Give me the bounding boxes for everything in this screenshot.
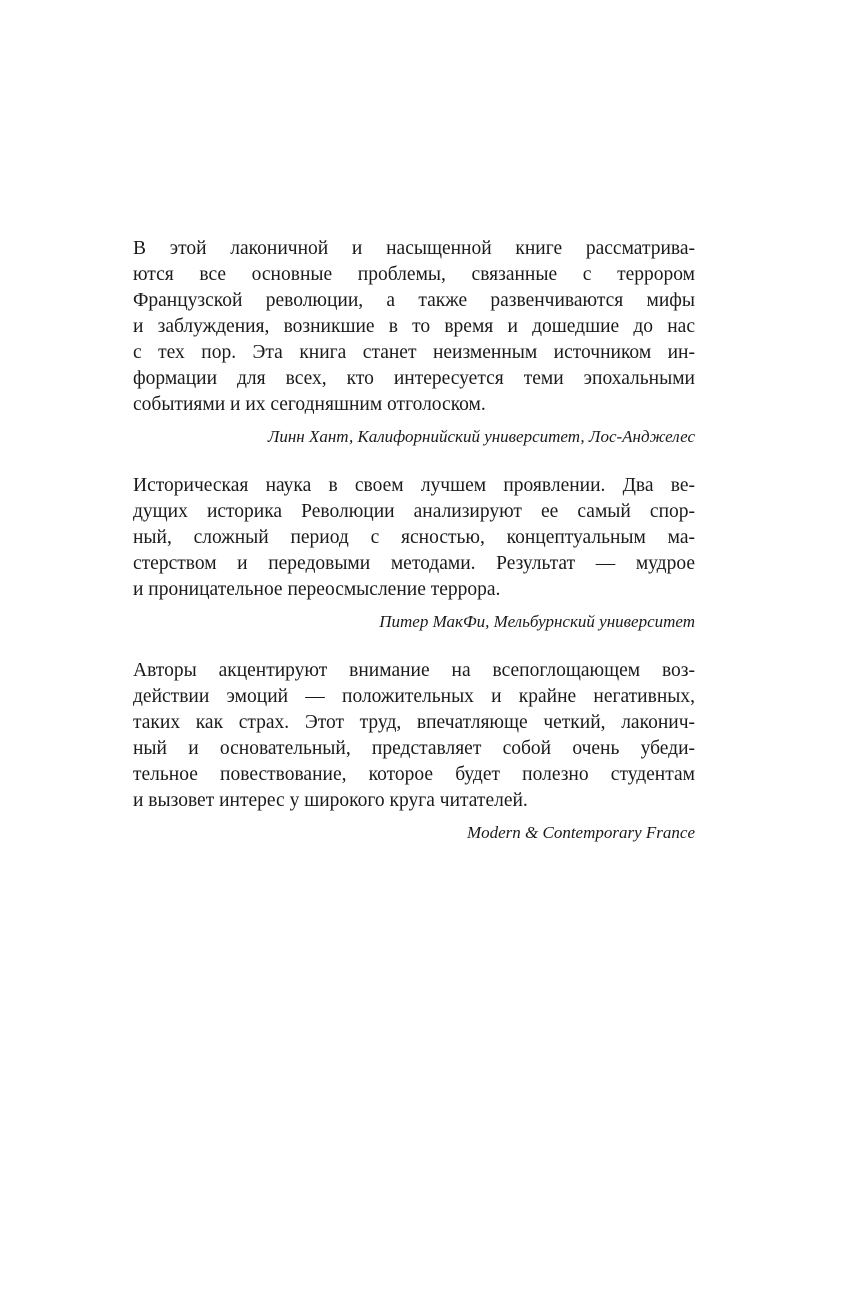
review-line: ются все основные проблемы, связанные с террором (133, 264, 695, 285)
review-line: В этой лаконичной и насыщенной книге рассматрива- (133, 238, 695, 259)
review-line: и заблуждения, возникшие в то время и дошедшие до нас (133, 316, 695, 337)
review-line: тельное повествование, которое будет полезно студентам (133, 764, 695, 785)
review-attribution: Линн Хант, Калифорнийский университет, Лос-Анджелес (267, 427, 695, 446)
review-line: ный, сложный период с ясностью, концептуальным ма- (133, 527, 695, 548)
review-line: таких как страх. Этот труд, впечатляюще четкий, лаконич- (133, 712, 695, 733)
review-text (133, 236, 695, 418)
review-line: стерством и передовыми методами. Результат — мудрое (133, 553, 695, 574)
review-lynn-hunt (133, 236, 695, 450)
review-line: дущих историка Революции анализируют ее самый спор- (133, 501, 695, 522)
review-line: Историческая наука в своем лучшем проявлении. Два ве- (133, 475, 695, 496)
review-line: и проницательное переосмысление террора. (133, 579, 501, 600)
review-peter-mcphee (133, 473, 695, 635)
review-line: ный и основательный, представляет собой очень убеди- (133, 738, 695, 759)
review-line: Авторы акцентируют внимание на всепоглощающем воз- (133, 660, 695, 681)
review-line: Французской революции, а также развенчиваются мифы (133, 290, 695, 311)
review-line: с тех пор. Эта книга станет неизменным источником ин- (133, 342, 695, 363)
review-attribution: Modern & Contemporary France (466, 823, 695, 842)
review-attribution: Питер МакФи, Мельбурнский университет (379, 612, 695, 631)
review-text (133, 658, 695, 814)
review-line: и вызовет интерес у широкого круга читателей. (133, 790, 528, 811)
review-line: событиями и их сегодняшним отголоском. (133, 394, 486, 415)
review-page (133, 236, 695, 846)
review-line: действии эмоций — положительных и крайне негативных, (133, 686, 695, 707)
review-line: формации для всех, кто интересуется теми эпохальными (133, 368, 695, 389)
review-text (133, 473, 695, 603)
review-modern-contemporary-france (133, 658, 695, 846)
